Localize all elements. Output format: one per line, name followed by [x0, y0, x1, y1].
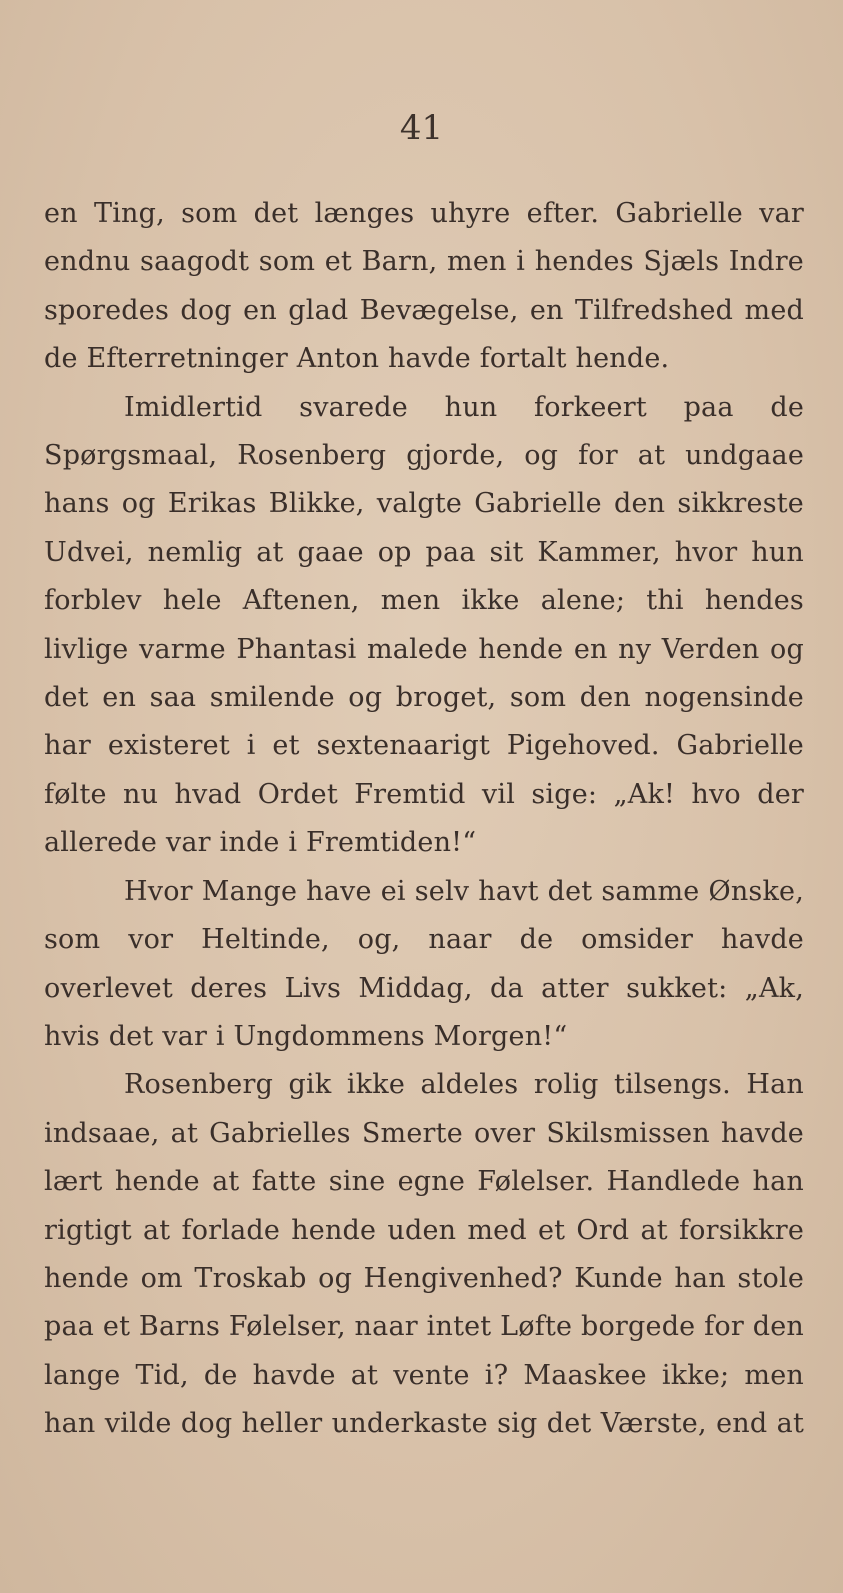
paragraph-1: en Ting, som det længes uhyre efter. Gabrielle var endnu saagodt som et Barn, men i hendes Sjæls Indre sporedes dog en glad Bevægelse, en Tilfredshed med de Efterretninger Anton havde fortalt hende.: [44, 198, 804, 375]
paragraph-2: Imidlertid svarede hun forkeert paa de Spørgsmaal, Rosenberg gjorde, og for at undgaae hans og Erikas Blikke, valgte Gabrielle den sikkreste Udvei, nemlig at gaae op paa sit Kammer, hvor hun forblev hele Aftenen, men ikke alene; thi hendes livlige varme Phantasi malede hende en ny Verden og det en saa smilende og broget, som den nogensinde har existeret i et sextenaarigt Pigehoved. Gabrielle følte nu hvad Ordet Fremtid vil sige: „Ak! hvo der allerede var inde i Fremtiden!“: [44, 391, 804, 859]
paragraph-3: Hvor Mange have ei selv havt det samme Ønske, som vor Heltinde, og, naar de omsider havde overlevet deres Livs Middag, da atter sukket: „Ak, hvis det var i Ungdommens Morgen!“: [44, 875, 804, 1052]
page-number: 41: [399, 108, 444, 148]
paragraph-4: Rosenberg gik ikke aldeles rolig tilsengs. Han indsaae, at Gabrielles Smerte over Skilsmissen havde lært hende at fatte sine egne Følelser. Handlede han rigtigt at forlade hende uden med et Ord at forsikkre hende om Troskab og Hengivenhed? Kunde han stole paa et Barns Følelser, naar intet Løfte borgede for den lange Tid, de havde at vente i? Maaskee ikke; men han vilde dog heller underkaste sig det Værste, end at: [44, 1069, 804, 1440]
body-text: [44, 190, 804, 1449]
